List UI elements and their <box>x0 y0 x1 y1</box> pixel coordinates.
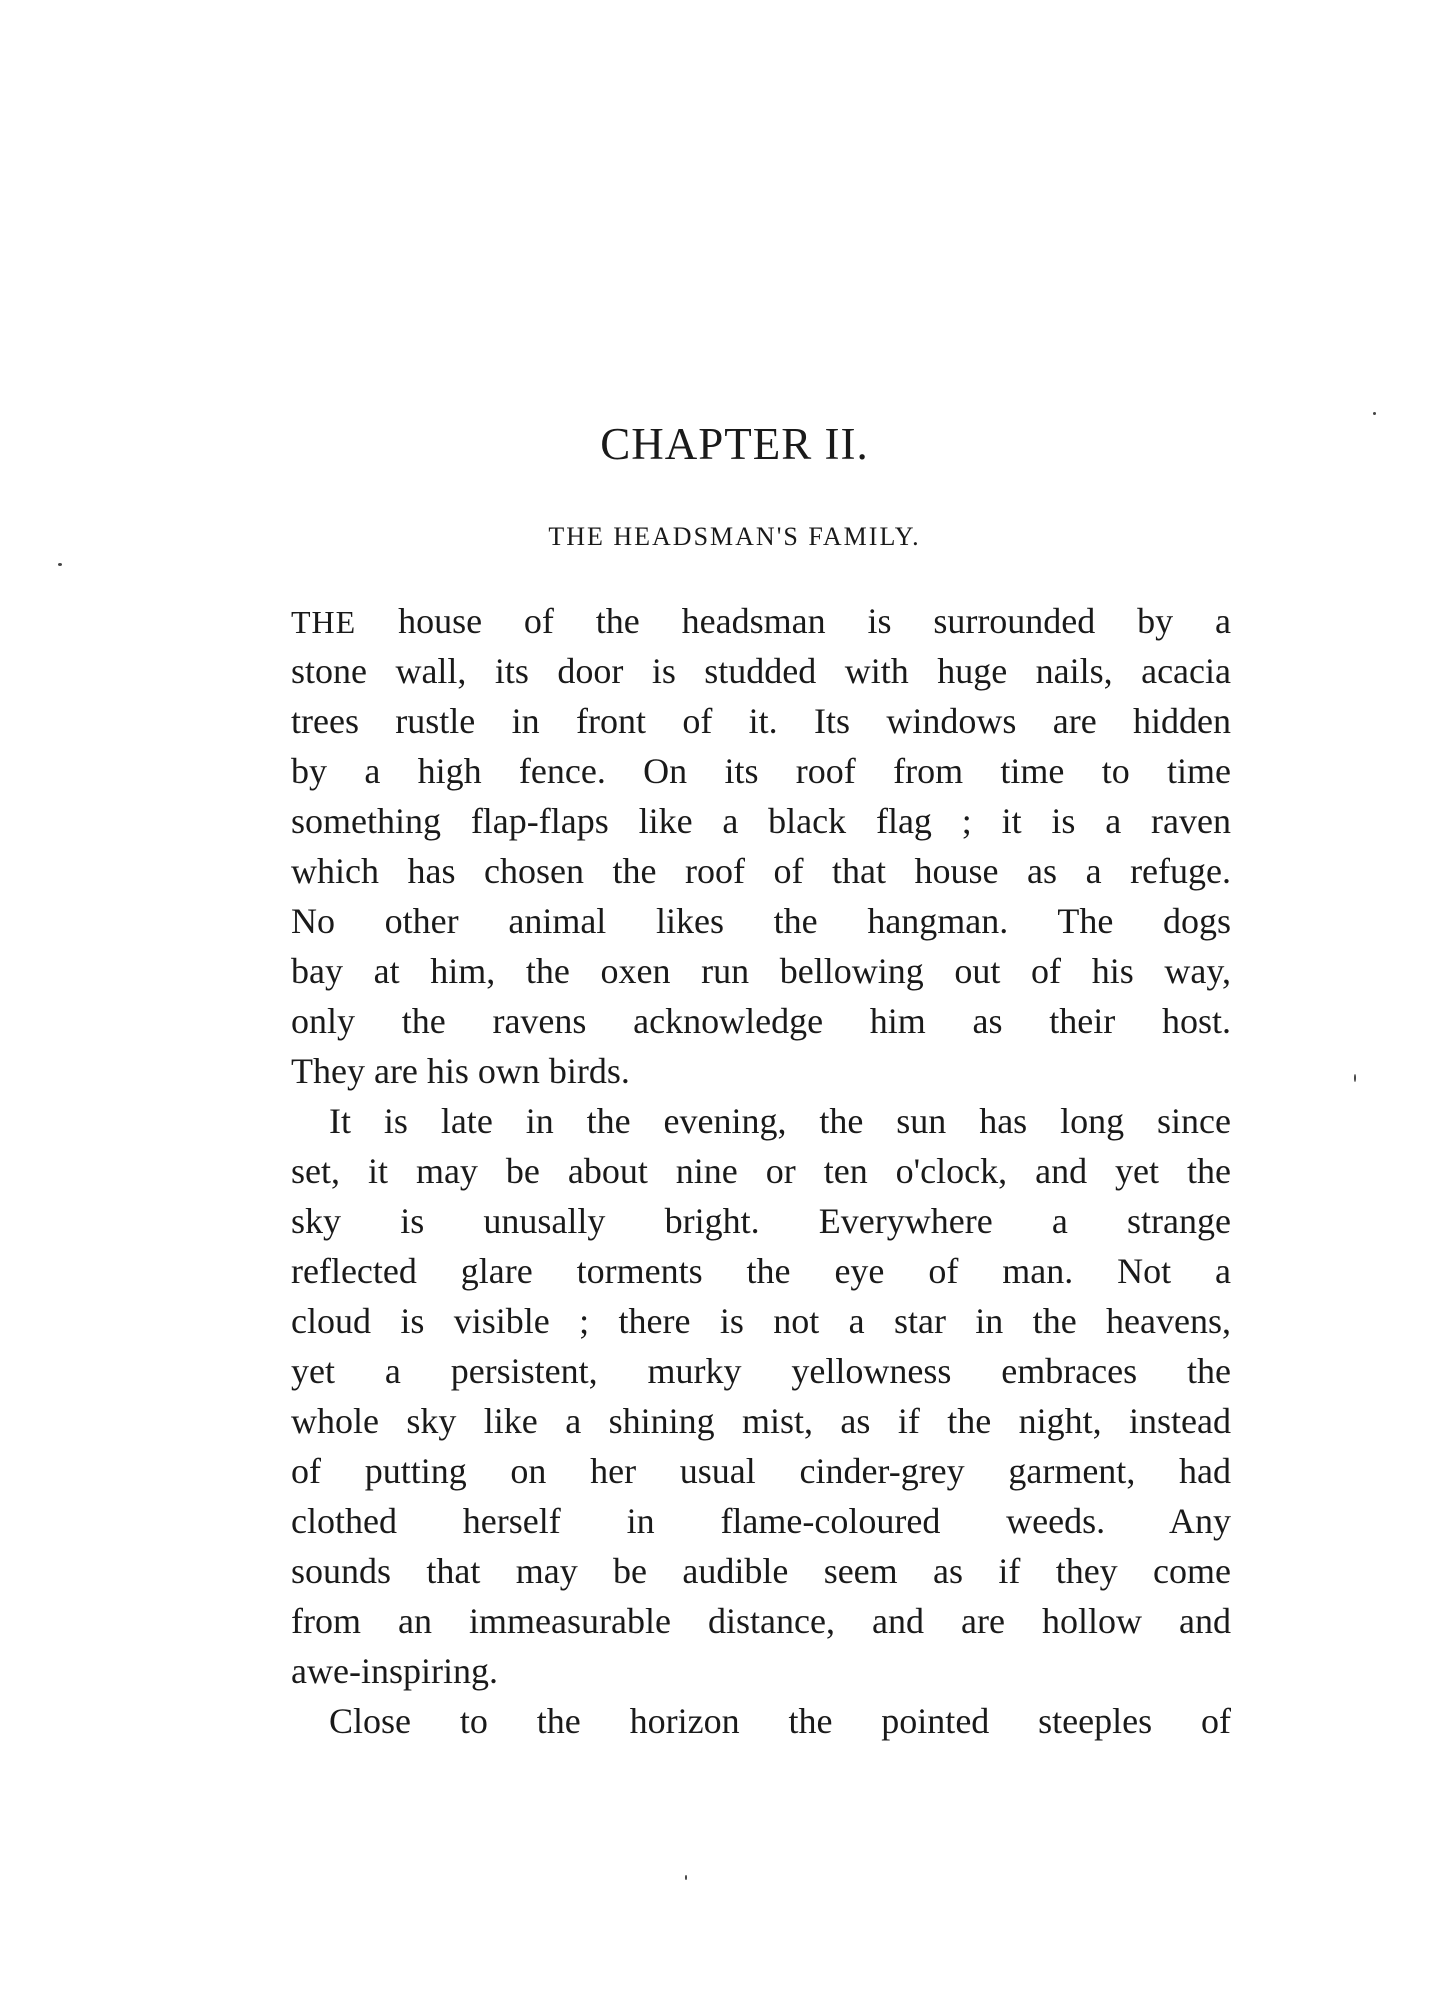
text-line: yet a persistent, murky yellowness embraces the <box>291 1351 1231 1391</box>
paragraph-3 <box>291 1696 1231 1746</box>
text-line: something flap-flaps like a black flag ; it is a raven <box>291 801 1231 841</box>
scan-speck <box>58 563 62 566</box>
scan-speck <box>1354 1074 1356 1082</box>
text-line: THE house of the headsman is surrounded by a <box>291 601 1231 641</box>
text-line: set, it may be about nine or ten o'clock, and yet the <box>291 1151 1231 1191</box>
drop-word: THE <box>291 604 357 640</box>
paragraph-2 <box>291 1096 1231 1696</box>
text-line: Close to the horizon the pointed steeples of <box>329 1701 1231 1741</box>
scan-speck <box>1373 412 1376 415</box>
text-line: cloud is visible ; there is not a star in the heavens, <box>291 1301 1231 1341</box>
text-line: whole sky like a shining mist, as if the night, instead <box>291 1401 1231 1441</box>
text-line: It is late in the evening, the sun has long since <box>329 1101 1231 1141</box>
text-line: trees rustle in front of it. Its windows are hidden <box>291 701 1231 741</box>
text-line: of putting on her usual cinder-grey garment, had <box>291 1451 1231 1491</box>
text-line: reflected glare torments the eye of man. Not a <box>291 1251 1231 1291</box>
text-line: stone wall, its door is studded with huge nails, acacia <box>291 651 1231 691</box>
scan-speck <box>685 1875 687 1880</box>
chapter-title: CHAPTER II. <box>600 419 869 469</box>
text-line: only the ravens acknowledge him as their host. <box>291 1001 1231 1041</box>
text-line: awe-inspiring. <box>291 1651 498 1691</box>
text-line: sounds that may be audible seem as if they come <box>291 1551 1231 1591</box>
text-line: bay at him, the oxen run bellowing out of his way, <box>291 951 1231 991</box>
text-line: sky is unusally bright. Everywhere a strange <box>291 1201 1231 1241</box>
text-line: No other animal likes the hangman. The dogs <box>291 901 1231 941</box>
text-line: by a high fence. On its roof from time to time <box>291 751 1231 791</box>
paragraph-1 <box>291 596 1231 1096</box>
text-line: which has chosen the roof of that house as a refuge. <box>291 851 1231 891</box>
chapter-subtitle: THE HEADSMAN'S FAMILY. <box>548 522 921 551</box>
text-line: They are his own birds. <box>291 1051 630 1091</box>
chapter-body <box>291 596 1231 1746</box>
text-line: from an immeasurable distance, and are hollow and <box>291 1601 1231 1641</box>
text-line: clothed herself in flame-coloured weeds. Any <box>291 1501 1231 1541</box>
